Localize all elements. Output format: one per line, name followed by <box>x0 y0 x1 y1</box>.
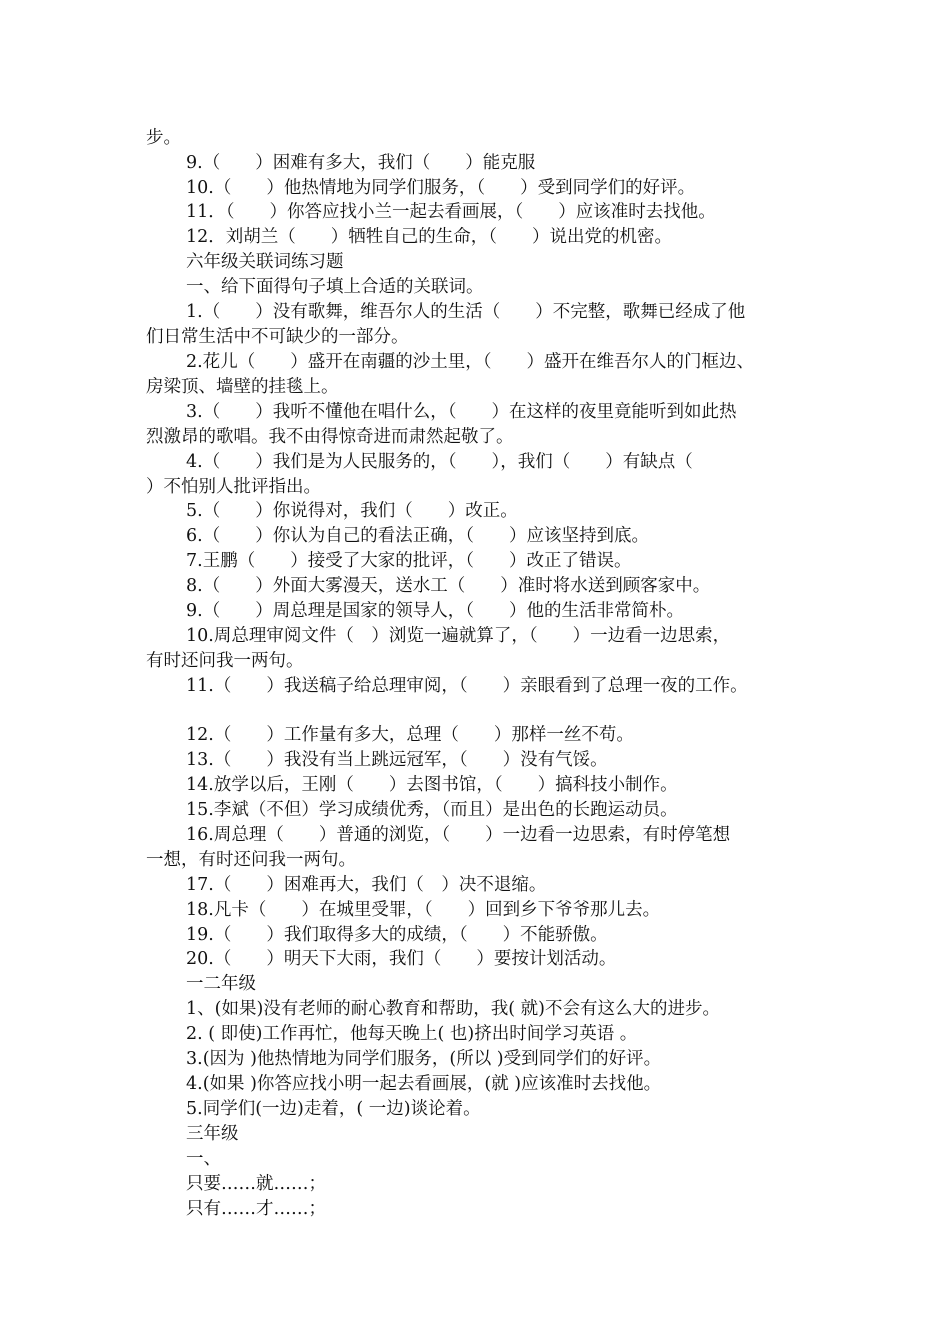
exercise-item-12: 12．刘胡兰（ ）牺牲自己的生命，（ ）说出党的机密。 <box>186 227 673 247</box>
exercise-item-8: 8.（ ）外面大雾漫天，送水工（ ）准时将水送到顾客家中。 <box>186 576 711 596</box>
answer-item-3: 3.(因为 )他热情地为同学们服务，(所以 )受到同学们的好评。 <box>186 1049 662 1069</box>
exercise-item-10: 10.（ ）他热情地为同学们服务，（ ）受到同学们的好评。 <box>186 178 696 198</box>
exercise-item-12b: 12.（ ）工作量有多大，总理（ ）那样一丝不苟。 <box>186 725 634 745</box>
exercise-item-9b: 9.（ ）周总理是国家的领导人，（ ）他的生活非常简朴。 <box>186 601 684 621</box>
exercise-item-18: 18.凡卡（ ）在城里受罪，（ ）回到乡下爷爷那儿去。 <box>186 900 661 920</box>
exercise-item-1-cont: 们日常生活中不可缺少的一部分。 <box>146 327 409 347</box>
section-title: 六年级关联词练习题 <box>186 252 344 272</box>
exercise-item-3: 3.（ ）我听不懂他在唱什么，（ ）在这样的夜里竟能听到如此热 <box>186 402 737 422</box>
section-instruction: 一、给下面得句子填上合适的关联词。 <box>186 277 484 297</box>
grade-heading-3: 三年级 <box>186 1124 239 1144</box>
exercise-item-20: 20.（ ）明天下大雨，我们（ ）要按计划活动。 <box>186 949 617 969</box>
exercise-item-16-cont: 一想，有时还问我一两句。 <box>146 850 356 870</box>
exercise-item-19: 19.（ ）我们取得多大的成绩，（ ）不能骄傲。 <box>186 925 608 945</box>
exercise-item-10b: 10.周总理审阅文件（ ）浏览一遍就算了，（ ）一边看一边思索， <box>186 626 731 646</box>
text-line: 步。 <box>146 128 181 148</box>
exercise-item-13: 13.（ ）我没有当上跳远冠军，（ ）没有气馁。 <box>186 750 608 770</box>
exercise-item-11b: 11.（ ）我送稿子给总理审阅，（ ）亲眼看到了总理一夜的工作。 <box>186 676 748 696</box>
exercise-item-3-cont: 烈激昂的歌唱。我不由得惊奇进而肃然起敬了。 <box>146 427 514 447</box>
exercise-item-5: 5.（ ）你说得对，我们（ ）改正。 <box>186 501 518 521</box>
exercise-item-11: 11．（ ）你答应找小兰一起去看画展，（ ）应该准时去找他。 <box>186 202 716 222</box>
grade-heading-1-2: 一二年级 <box>186 974 256 994</box>
section-number: 一、 <box>186 1149 221 1169</box>
answer-item-4: 4.(如果 )你答应找小明一起去看画展，(就 )应该准时去找他。 <box>186 1074 662 1094</box>
exercise-item-4: 4.（ ）我们是为人民服务的，（ ），我们（ ）有缺点（ <box>186 452 693 472</box>
answer-item-1: 1、(如果)没有老师的耐心教育和帮助，我( 就)不会有这么大的进步。 <box>186 999 721 1019</box>
exercise-item-15: 15.李斌（不但）学习成绩优秀，（而且）是出色的长跑运动员。 <box>186 800 678 820</box>
exercise-item-6: 6.（ ）你认为自己的看法正确，（ ）应该坚持到底。 <box>186 526 649 546</box>
answer-item-5: 5.同学们(一边)走着，( 一边)谈论着。 <box>186 1099 481 1119</box>
exercise-item-9: 9.（ ）困难有多大，我们（ ）能克服 <box>186 153 536 173</box>
exercise-item-2: 2.花儿（ ）盛开在南疆的沙土里，（ ）盛开在维吾尔人的门框边、 <box>186 352 754 372</box>
exercise-item-17: 17.（ ）困难再大，我们（ ）决不退缩。 <box>186 875 547 895</box>
conjunction-pair: 只要……就……； <box>186 1174 326 1194</box>
exercise-item-14: 14.放学以后，王刚（ ）去图书馆，（ ）搞科技小制作。 <box>186 775 678 795</box>
exercise-item-1: 1.（ ）没有歌舞，维吾尔人的生活（ ）不完整，歌舞已经成了他 <box>186 302 746 322</box>
exercise-item-4-cont: ）不怕别人批评指出。 <box>146 477 321 497</box>
answer-item-2: 2. ( 即使)工作再忙，他每天晚上( 也)挤出时间学习英语 。 <box>186 1024 638 1044</box>
exercise-item-7: 7.王鹏（ ）接受了大家的批评，（ ）改正了错误。 <box>186 551 632 571</box>
conjunction-pair: 只有……才……； <box>186 1199 326 1219</box>
exercise-item-16: 16.周总理（ ）普通的浏览，（ ）一边看一边思索，有时停笔想 <box>186 825 731 845</box>
exercise-item-2-cont: 房梁顶、墙壁的挂毯上。 <box>146 377 339 397</box>
exercise-item-10b-cont: 有时还问我一两句。 <box>146 651 304 671</box>
